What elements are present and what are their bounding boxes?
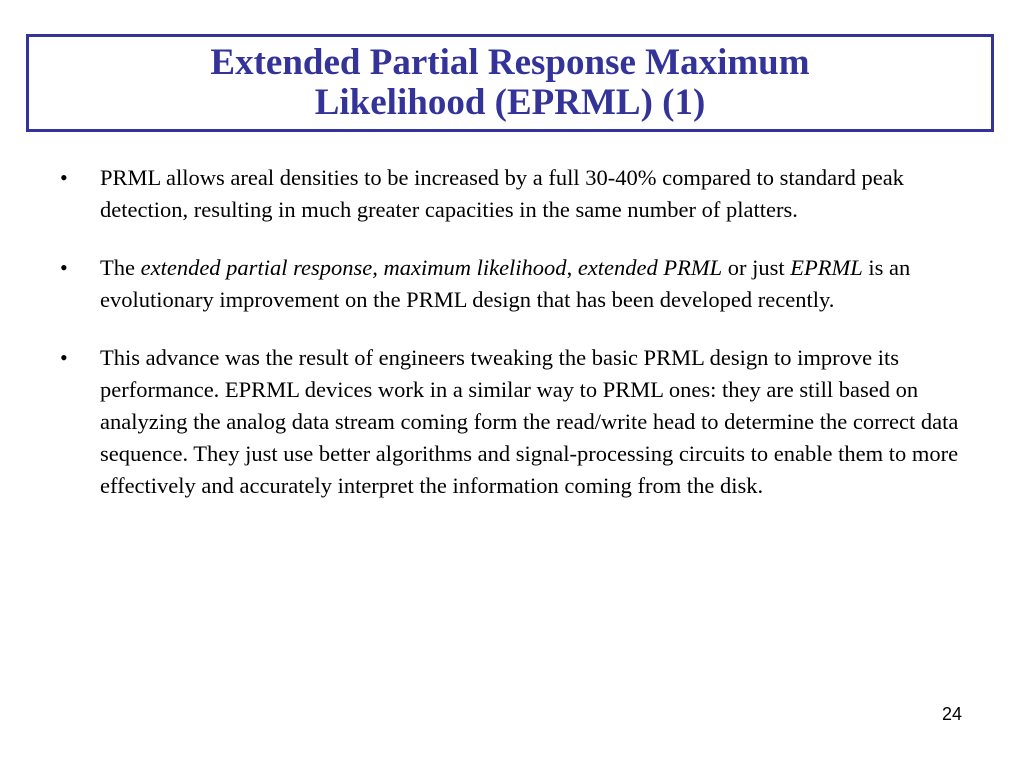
slide-title-box xyxy=(26,34,994,132)
bullet-text-1: PRML allows areal densities to be increased by a full 30-40% compared to standard peak detection, resulting in much greater capacities in the same number of platters. xyxy=(100,165,904,222)
bullet-2-part-2: , xyxy=(566,255,578,280)
bullet-item-3 xyxy=(60,342,970,502)
bullet-2-italic-term-3: EPRML xyxy=(790,255,863,280)
bullet-2-part-3: or just xyxy=(722,255,791,280)
bullet-2-part-4: is an evolutionary improvement on the PRML design that has been developed recently. xyxy=(100,255,911,312)
bullet-text-3: This advance was the result of engineers tweaking the basic PRML design to improve its performance. EPRML devices work in a similar way to PRML ones: they are still based on analyzing the analog data stream coming form the read/write head to determine the correct data sequence. They just use better algorithms and signal-processing circuits to enable them to more effectively and accurately interpret the information coming from the disk. xyxy=(100,345,959,498)
bullet-item-2 xyxy=(60,252,970,316)
slide-title-line-2: Likelihood (EPRML) (1) xyxy=(314,82,706,123)
bullet-2-italic-term-2: extended PRML xyxy=(577,255,723,280)
bullet-marker: • xyxy=(60,255,68,280)
bullet-item-1 xyxy=(60,162,970,226)
bullet-text-2 xyxy=(100,252,970,316)
bullet-marker: • xyxy=(60,345,68,370)
slide-title-line-1: Extended Partial Response Maximum xyxy=(210,42,810,83)
bullet-2-italic-term-1: extended partial response, maximum likelihood xyxy=(140,255,567,280)
bullet-2-part-1: The xyxy=(100,255,141,280)
bullet-marker: • xyxy=(60,165,68,190)
bullet-list xyxy=(60,162,970,528)
page-number: 24 xyxy=(941,704,962,724)
